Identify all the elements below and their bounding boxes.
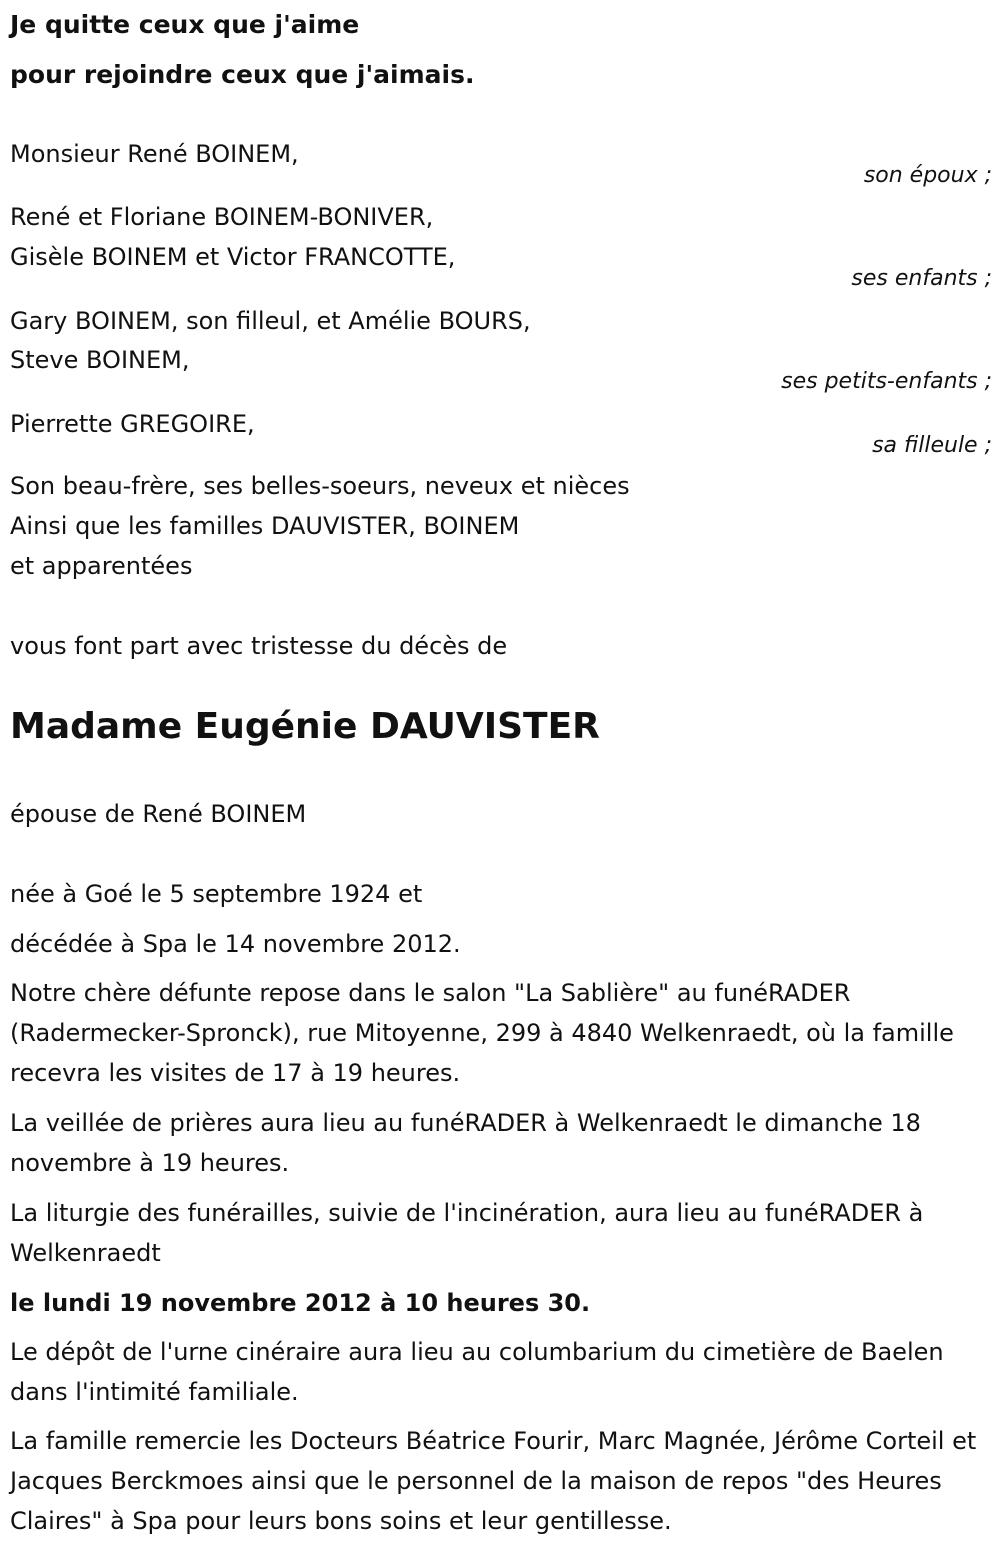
rest-paragraph: Notre chère défunte repose dans le salon "La Sablière" au funéRADER (Radermecker-Spronck), rue Mitoyenne, 299 à 4840 Welkenraedt, où la famille recevra les visites de 17 à 19 heures. bbox=[10, 979, 954, 1087]
deceased-name: Madame Eugénie DAUVISTER bbox=[10, 706, 600, 747]
child-2: Gisèle BOINEM et Victor FRANCOTTE, bbox=[10, 243, 456, 271]
birth-line: née à Goé le 5 septembre 1924 et bbox=[10, 880, 423, 908]
liturgy-paragraph: La liturgie des funérailles, suivie de l'incinération, aura lieu au funéRADER à Welkenraedt bbox=[10, 1199, 924, 1267]
relatives-line-3: et apparentées bbox=[10, 552, 193, 580]
grandchildren-role: ses petits-enfants ; bbox=[781, 369, 992, 394]
child-1: René et Floriane BOINEM-BONIVER, bbox=[10, 203, 434, 231]
grandchild-1: Gary BOINEM, son filleul, et Amélie BOURS, bbox=[10, 307, 531, 335]
vigil-paragraph: La veillée de prières aura lieu au funéRADER à Welkenraedt le dimanche 18 novembre à 19 heures. bbox=[10, 1109, 921, 1177]
liturgy-date: le lundi 19 novembre 2012 à 10 heures 30. bbox=[10, 1289, 591, 1317]
grandchild-2: Steve BOINEM, bbox=[10, 346, 190, 374]
goddaughter-name: Pierrette GREGOIRE, bbox=[10, 410, 255, 438]
epigraph-line-1: Je quitte ceux que j'aime bbox=[10, 10, 360, 39]
spouse-role: son époux ; bbox=[863, 163, 992, 188]
epigraph-line-2: pour rejoindre ceux que j'aimais. bbox=[10, 60, 475, 89]
urn-paragraph: Le dépôt de l'urne cinéraire aura lieu au columbarium du cimetière de Baelen dans l'intimité familiale. bbox=[10, 1338, 944, 1406]
relatives-line-2: Ainsi que les familles DAUVISTER, BOINEM bbox=[10, 512, 520, 540]
announcement: vous font part avec tristesse du décès de bbox=[10, 632, 508, 660]
death-line: décédée à Spa le 14 novembre 2012. bbox=[10, 930, 461, 958]
spouse-of: épouse de René BOINEM bbox=[10, 800, 307, 828]
children-role: ses enfants ; bbox=[851, 266, 992, 291]
spouse-name: Monsieur René BOINEM, bbox=[10, 140, 299, 168]
relatives-line-1: Son beau-frère, ses belles-soeurs, neveux et nièces bbox=[10, 472, 630, 500]
thanks-paragraph: La famille remercie les Docteurs Béatrice Fourir, Marc Magnée, Jérôme Corteil et Jacques Berckmoes ainsi que le personnel de la maison de repos "des Heures Claires" à Spa pour leurs bons soins et leur gentillesse. bbox=[10, 1427, 977, 1535]
goddaughter-role: sa filleule ; bbox=[872, 433, 992, 458]
